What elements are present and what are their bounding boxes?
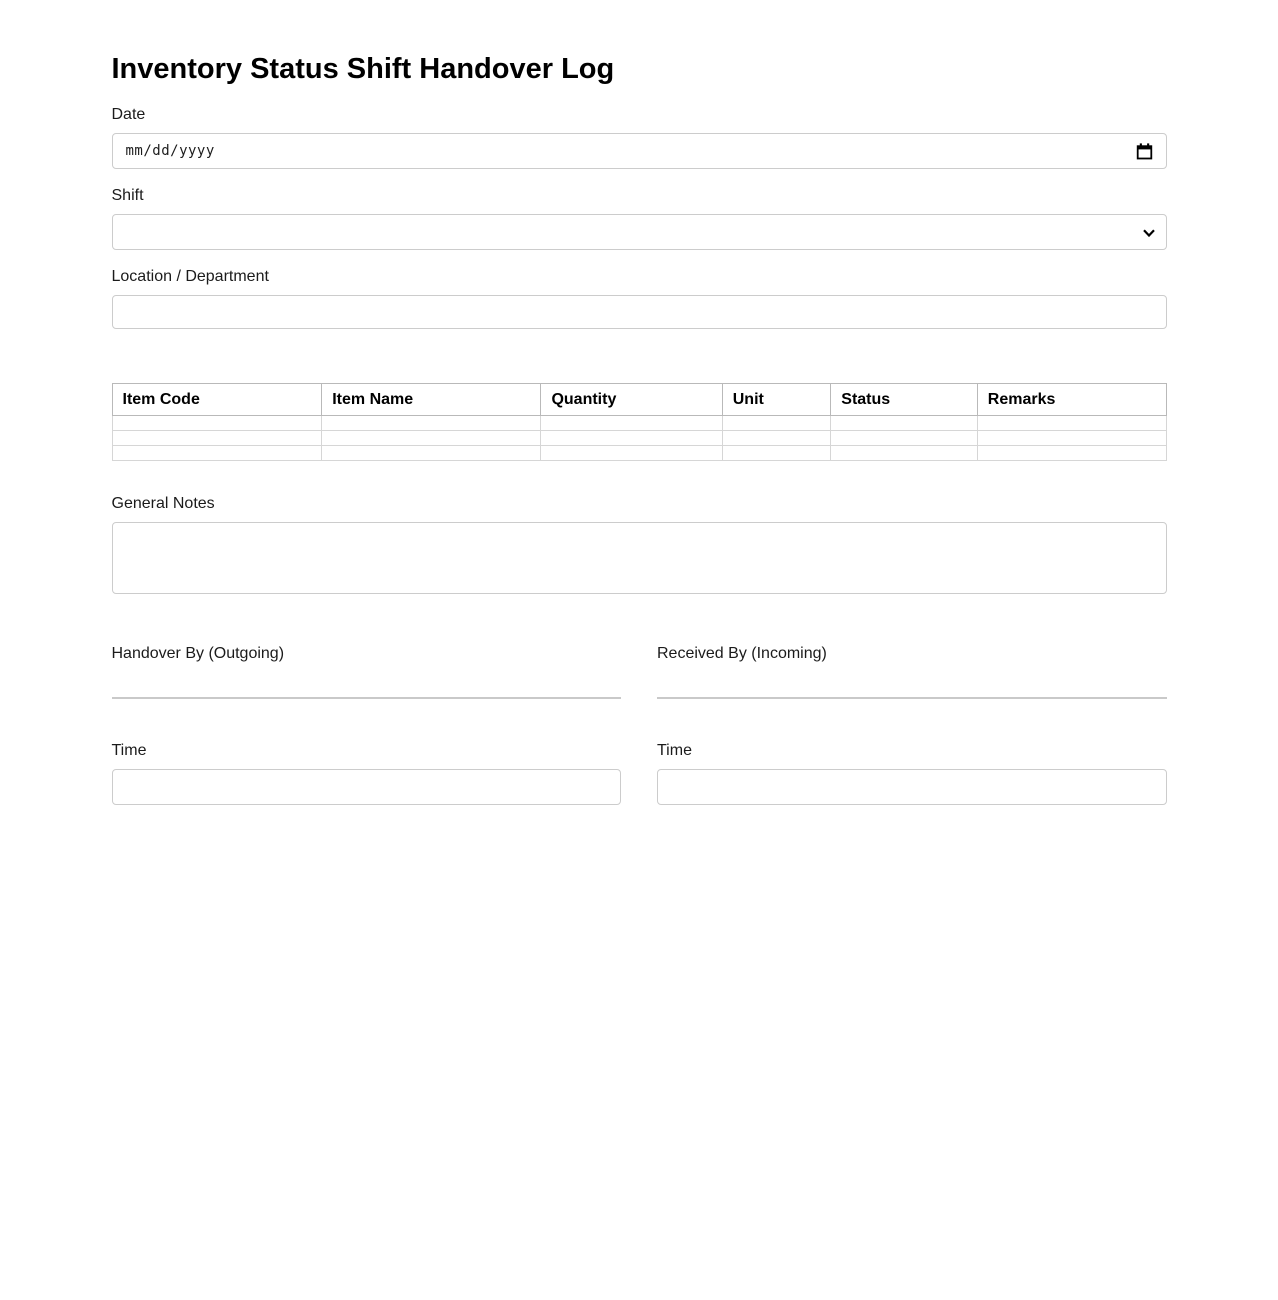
- location-label: Location / Department: [111, 268, 269, 285]
- table-cell: [541, 431, 722, 446]
- table-cell: [541, 446, 722, 461]
- location-field: [112, 267, 1167, 329]
- received-by-column: [657, 644, 1167, 699]
- time-section: [112, 741, 1167, 805]
- table-cell: [977, 416, 1166, 431]
- table-row: [112, 431, 1166, 446]
- received-time-label: Time: [657, 742, 692, 759]
- table-row: [112, 446, 1166, 461]
- general-notes-field: [112, 494, 1167, 594]
- date-input[interactable]: [112, 133, 1167, 169]
- handover-time-input[interactable]: [112, 769, 622, 805]
- general-notes-label: General Notes: [111, 495, 215, 512]
- table-cell: [722, 446, 831, 461]
- table-cell: [322, 431, 541, 446]
- column-header-remarks: Remarks: [977, 384, 1166, 416]
- date-label: Date: [111, 106, 146, 123]
- table-cell: [112, 431, 322, 446]
- table-cell: [541, 416, 722, 431]
- table-cell: [722, 416, 831, 431]
- table-cell: [112, 446, 322, 461]
- handover-time-column: [112, 741, 622, 805]
- table-cell: [831, 431, 978, 446]
- column-header-unit: Unit: [722, 384, 831, 416]
- column-header-quantity: Quantity: [541, 384, 722, 416]
- items-table: [112, 383, 1167, 461]
- handover-by-label: Handover By (Outgoing): [111, 645, 285, 662]
- handover-by-column: [112, 644, 622, 699]
- shift-field: [112, 186, 1167, 250]
- received-by-signature-line[interactable]: [657, 697, 1167, 699]
- handover-by-signature-line[interactable]: [112, 697, 622, 699]
- table-cell: [831, 416, 978, 431]
- received-time-column: [657, 741, 1167, 805]
- date-placeholder: mm/dd/yyyy: [125, 143, 215, 159]
- handover-form-page: [112, 0, 1167, 805]
- table-cell: [977, 431, 1166, 446]
- table-row: [112, 416, 1166, 431]
- table-cell: [977, 446, 1166, 461]
- table-cell: [112, 416, 322, 431]
- page-title: Inventory Status Shift Handover Log: [111, 53, 615, 85]
- table-header-row: [112, 384, 1166, 416]
- column-header-item-name: Item Name: [322, 384, 541, 416]
- table-cell: [322, 446, 541, 461]
- column-header-item-code: Item Code: [112, 384, 322, 416]
- calendar-icon[interactable]: [1136, 143, 1153, 160]
- column-header-status: Status: [831, 384, 978, 416]
- table-cell: [322, 416, 541, 431]
- date-field: [112, 105, 1167, 169]
- chevron-down-icon: [1143, 224, 1155, 241]
- location-input[interactable]: [112, 295, 1167, 329]
- general-notes-textarea[interactable]: [112, 522, 1167, 594]
- handover-time-label: Time: [111, 742, 147, 759]
- received-by-label: Received By (Incoming): [657, 645, 827, 662]
- received-time-input[interactable]: [657, 769, 1167, 805]
- shift-select[interactable]: [112, 214, 1167, 250]
- table-cell: [722, 431, 831, 446]
- shift-label: Shift: [111, 187, 144, 204]
- signature-section: [112, 644, 1167, 699]
- table-cell: [831, 446, 978, 461]
